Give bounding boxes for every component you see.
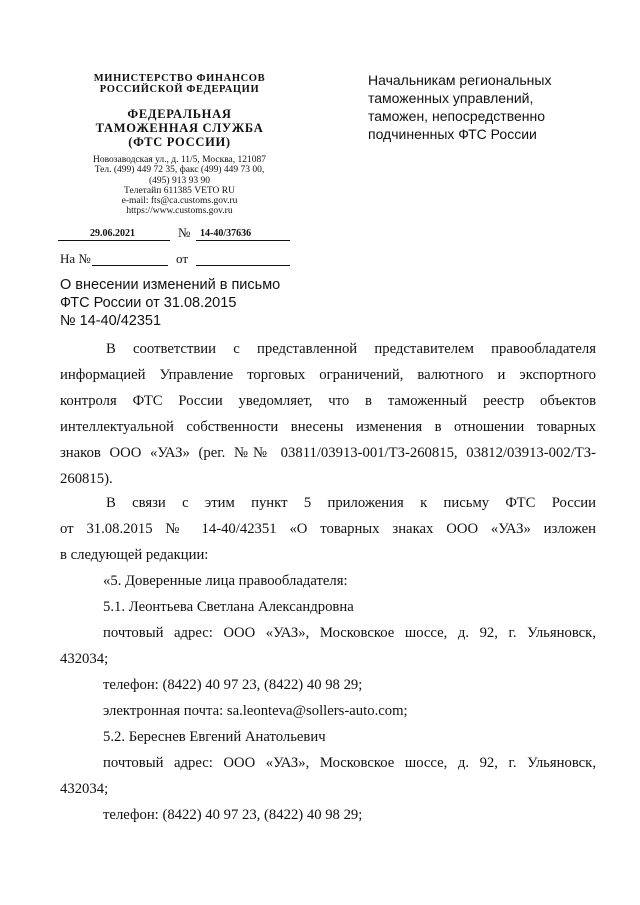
address-line: почтовый адрес: ООО «УАЗ», Московское шоссе, д. 92, г. Ульяновск, [103, 625, 596, 641]
service-line: (ФТС РОССИИ) [128, 134, 231, 149]
date-underline [58, 240, 170, 241]
paragraph-line: в следующей редакции: [60, 547, 209, 563]
contact-line: Новозаводская ул., д. 11/5, Москва, 121087 [92, 155, 267, 165]
paragraph-notification [60, 336, 596, 492]
letter-subject [60, 276, 280, 330]
paragraph-amendment [60, 490, 596, 568]
reference-underline [92, 265, 168, 266]
contact-line: Телетайп 611385 VETO RU [124, 185, 235, 196]
item-5-1-address [60, 620, 596, 672]
addressee-line: подчиненных ФТС России [368, 125, 537, 142]
ministry-line: РОССИЙСКОЙ ФЕДЕРАЦИИ [99, 84, 260, 96]
document-date: 29.06.2021 [90, 228, 135, 239]
number-sign: № [178, 225, 191, 240]
contact-line: https://www.customs.gov.ru [126, 206, 233, 217]
contact-block [52, 155, 307, 217]
paragraph-line: контроля ФТС России уведомляет, что в таможенный реестр объектов [60, 393, 596, 409]
paragraph-line: 260815). [60, 471, 113, 487]
subject-line: № 14-40/42351 [60, 313, 162, 330]
paragraph-line: от 31.08.2015 № 14-40/42351 «О товарных знаках ООО «УАЗ» изложен [60, 521, 596, 537]
ministry-line: МИНИСТЕРСТВО ФИНАНСОВ [93, 73, 266, 84]
addressee-line: таможенных управлений, [368, 89, 534, 106]
reference-from-label: от [176, 251, 189, 266]
contact-line: e-mail: fts@ca.customs.gov.ru [121, 196, 238, 206]
reference-label: На № [60, 251, 91, 266]
service-line: ФЕДЕРАЛЬНАЯ [127, 107, 232, 121]
addressee-block [368, 72, 598, 144]
subject-line: ФТС России от 31.08.2015 [60, 295, 237, 312]
paragraph-line: знаков ООО «УАЗ» (рег. №№ 03811/03913-001/ТЗ-260815, 03812/03913-002/ТЗ- [60, 445, 596, 461]
item-5-heading: «5. Доверенные лица правообладателя: [103, 573, 348, 589]
number-underline [196, 240, 290, 241]
addressee-line: таможен, непосредственно [368, 107, 546, 124]
item-5-1-phone: телефон: (8422) 40 97 23, (8422) 40 98 29; [103, 677, 363, 693]
paragraph-line: информацией Управление торговых ограничений, валютного и экспортного [60, 367, 596, 383]
service-name [52, 108, 307, 149]
paragraph-line: интеллектуальной собственности внесены изменения в отношении товарных [60, 419, 596, 435]
address-line: 432034; [60, 651, 109, 667]
paragraph-line: В связи с этим пункт 5 приложения к письму ФТС России [106, 495, 596, 511]
document-number: 14-40/37636 [200, 228, 252, 239]
item-5-2-name: 5.2. Береснев Евгений Анатольевич [103, 729, 326, 745]
address-line: 432034; [60, 781, 109, 797]
addressee-line: Начальникам региональных [368, 72, 552, 88]
item-5-2-address [60, 750, 596, 802]
contact-line: (495) 913 93 90 [149, 175, 210, 186]
item-5-1-email: электронная почта: sa.leonteva@sollers-auto.com; [103, 703, 408, 719]
item-5-2-phone: телефон: (8422) 40 97 23, (8422) 40 98 29; [103, 807, 363, 823]
reference-date-underline [196, 265, 290, 266]
ministry-name [52, 73, 307, 95]
contact-line: Тел. (499) 449 72 35, факс (499) 449 73 00, [94, 165, 265, 176]
service-line: ТАМОЖЕННАЯ СЛУЖБА [95, 120, 264, 135]
item-5-1-name: 5.1. Леонтьева Светлана Александровна [103, 599, 354, 615]
subject-line: О внесении изменений в письмо [60, 277, 281, 293]
paragraph-line: В соответствии с представленной представителем правообладателя [106, 341, 596, 357]
address-line: почтовый адрес: ООО «УАЗ», Московское шоссе, д. 92, г. Ульяновск, [103, 755, 596, 771]
